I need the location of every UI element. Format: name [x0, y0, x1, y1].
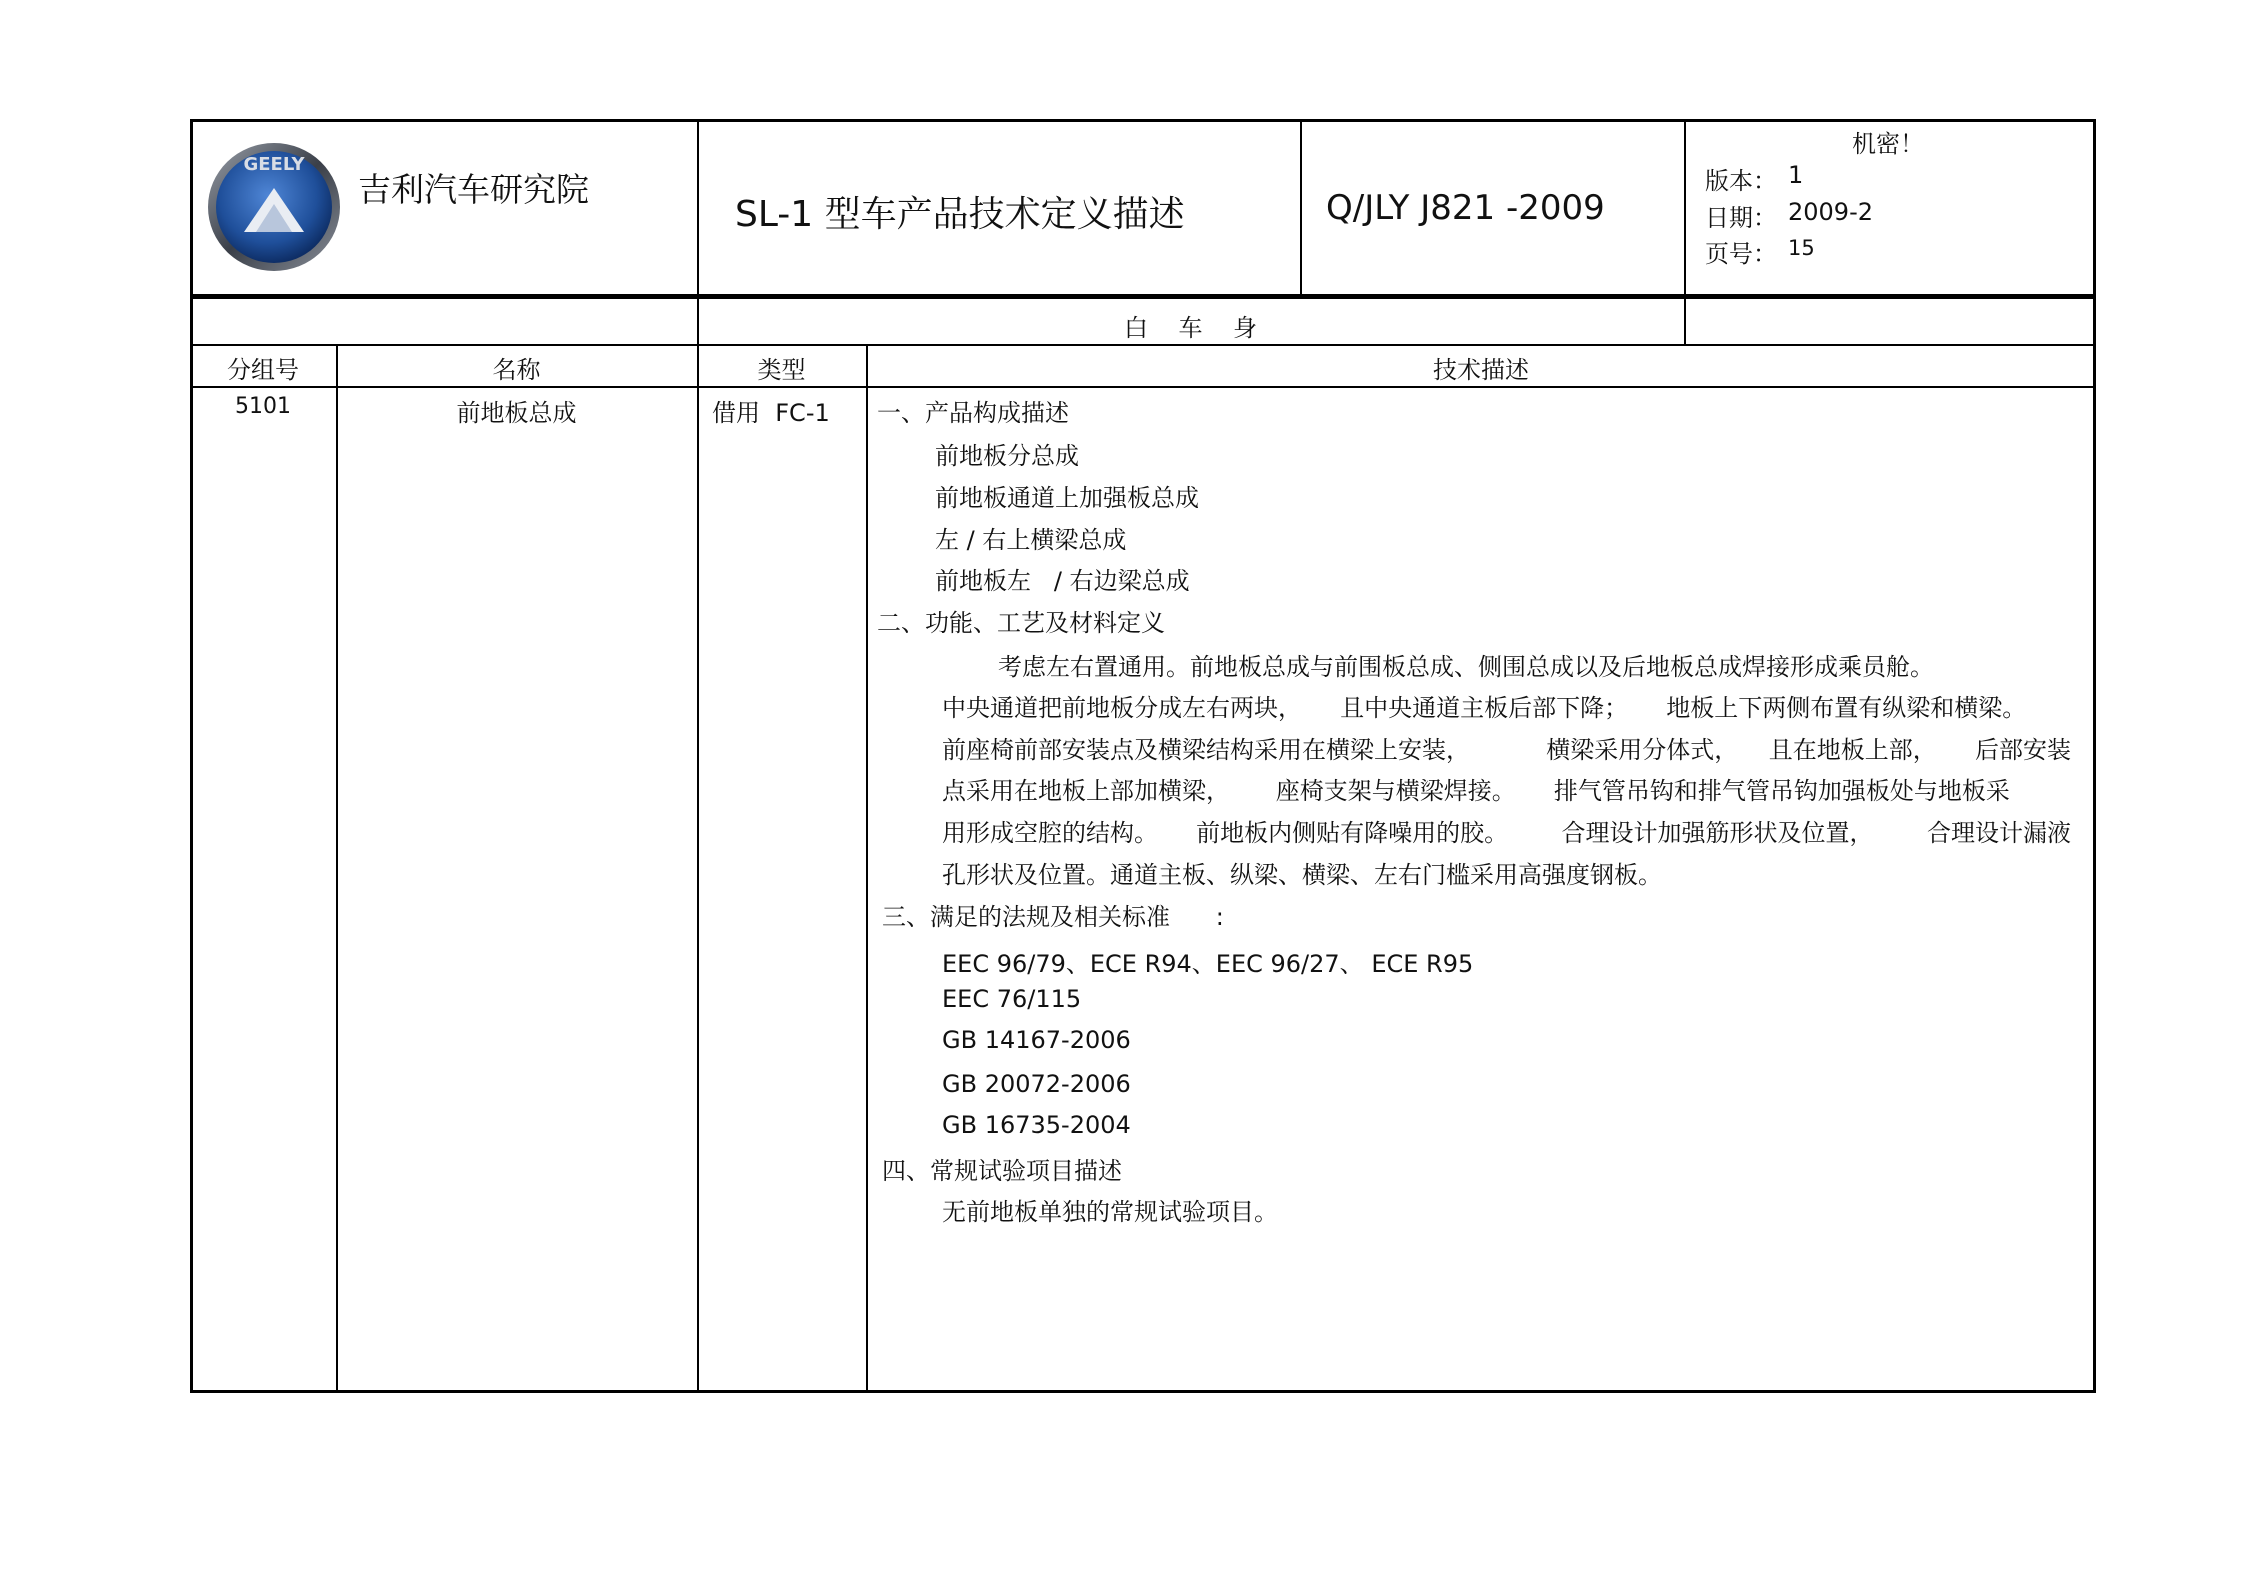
desc-line: 三、满足的法规及相关标准 :	[882, 903, 1224, 931]
column-header-group-no: 分组号	[227, 356, 299, 384]
version-label: 版本：	[1705, 167, 1777, 195]
column-divider-3	[866, 345, 868, 1393]
page-label: 页号：	[1705, 240, 1777, 268]
desc-line: 用形成空腔的结构。 前地板内侧贴有降噪用的胶。 合理设计加强筋形状及位置， 合理设计漏液	[942, 819, 2071, 847]
document-title: SL-1 型车产品技术定义描述	[735, 194, 1185, 235]
section-title: 白 车 身	[1123, 314, 1258, 342]
column-header-name: 名称	[492, 356, 541, 384]
desc-line: 无前地板单独的常规试验项目。	[942, 1198, 1278, 1226]
header-divider-1	[697, 119, 699, 296]
page-value: 15	[1788, 236, 1815, 260]
company-name: 吉利汽车研究院	[358, 170, 589, 209]
column-header-type: 类型	[757, 356, 806, 384]
desc-line: 前地板分总成	[935, 442, 1079, 470]
date-value: 2009-2	[1788, 198, 1874, 226]
desc-line: GB 16735-2004	[942, 1111, 1131, 1139]
confidential-label: 机密！	[1852, 130, 1924, 158]
column-divider-1	[336, 345, 338, 1393]
column-header-description: 技术描述	[1433, 356, 1529, 384]
section-divider-right	[1684, 299, 1686, 345]
geely-logo	[204, 140, 344, 274]
desc-line: 孔形状及位置。通道主板、纵梁、横梁、左右门槛采用高强度钢板。	[942, 861, 1662, 889]
desc-line: EEC 76/115	[942, 985, 1082, 1013]
desc-line: 左 / 右上横梁总成	[935, 526, 1127, 554]
desc-line: GB 20072-2006	[942, 1070, 1131, 1098]
desc-line: 前地板左 / 右边梁总成	[935, 567, 1190, 595]
version-value: 1	[1788, 161, 1804, 189]
svg-text:GEELY: GEELY	[243, 154, 305, 175]
header-bottom-rule	[190, 294, 2096, 299]
document-code: Q/JLY J821 -2009	[1326, 188, 1605, 228]
desc-line: 点采用在地板上部加横梁， 座椅支架与横梁焊接。 排气管吊钩和排气管吊钩加强板处与地板采	[942, 777, 2010, 805]
desc-line: GB 14167-2006	[942, 1026, 1131, 1054]
row-name: 前地板总成	[456, 399, 577, 427]
row-type: 借用 FC-1	[712, 399, 830, 427]
desc-line: EEC 96/79、ECE R94、EEC 96/27、 ECE R95	[942, 950, 1474, 978]
section-bottom-rule	[190, 344, 2096, 346]
desc-line: 中央通道把前地板分成左右两块， 且中央通道主板后部下降； 地板上下两侧布置有纵梁和横梁。	[942, 694, 2027, 722]
column-divider-2	[697, 345, 699, 1393]
desc-line: 前地板通道上加强板总成	[935, 484, 1199, 512]
row-group-no: 5101	[235, 394, 291, 419]
desc-line: 四、常规试验项目描述	[882, 1157, 1122, 1185]
desc-line: 一、产品构成描述	[877, 399, 1069, 427]
desc-line: 二、功能、工艺及材料定义	[877, 609, 1165, 637]
column-header-bottom-rule	[190, 386, 2096, 388]
desc-line: 前座椅前部安装点及横梁结构采用在横梁上安装， 横梁采用分体式， 且在地板上部， 后部安装	[942, 736, 2071, 764]
header-divider-3	[1684, 119, 1686, 296]
desc-line: 考虑左右置通用。前地板总成与前围板总成、侧围总成以及后地板总成焊接形成乘员舱。	[998, 653, 1934, 681]
header-divider-2	[1300, 119, 1302, 296]
date-label: 日期：	[1705, 204, 1777, 232]
